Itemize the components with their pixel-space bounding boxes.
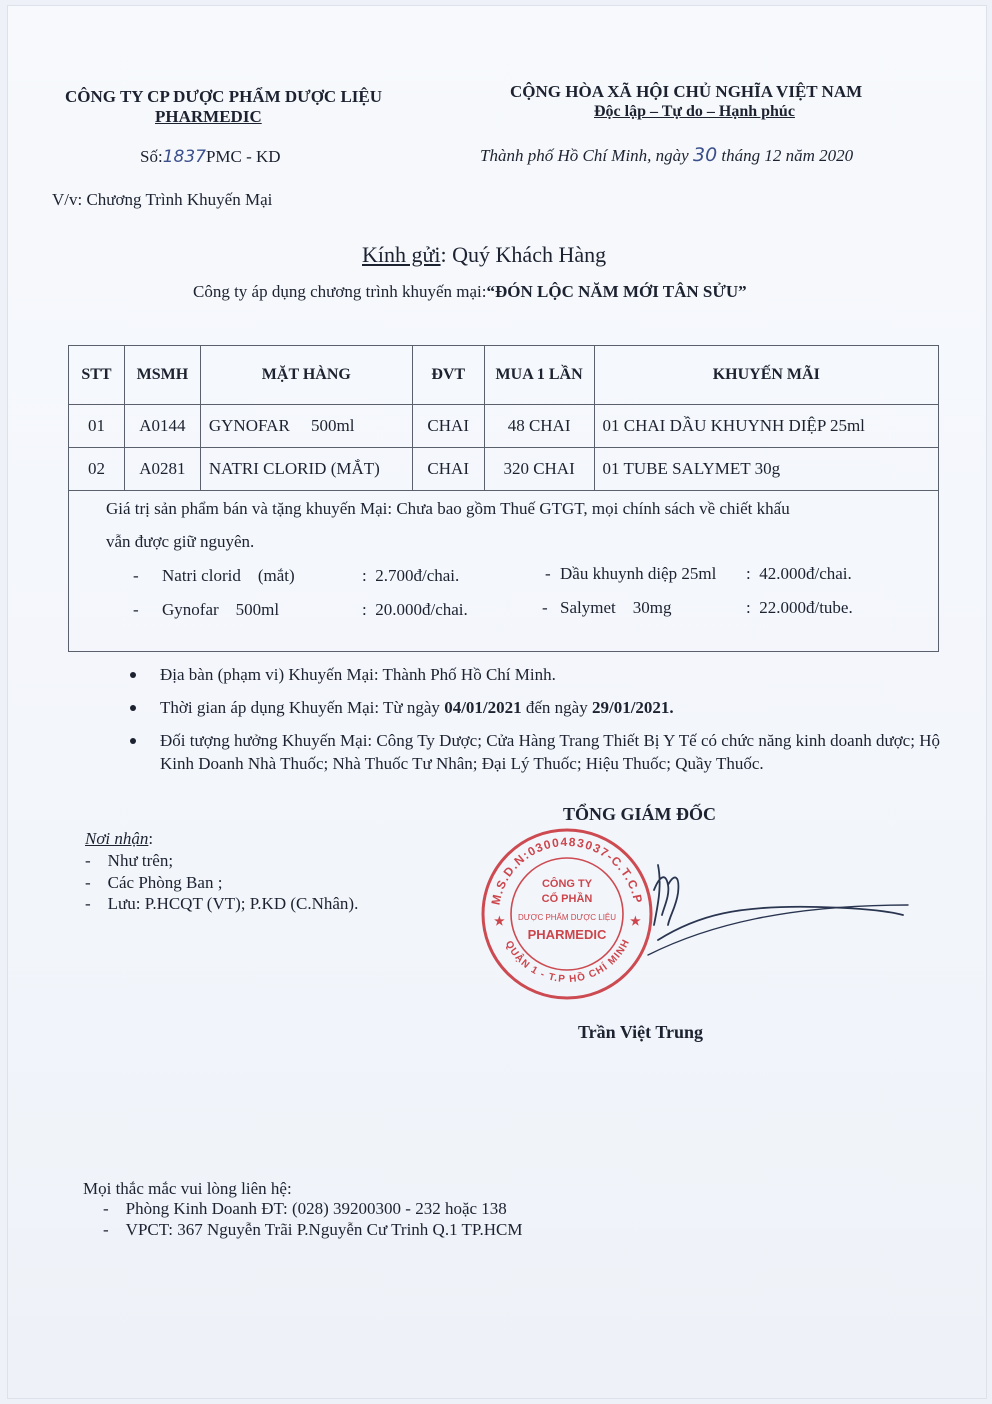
list-item (130, 729, 940, 775)
cell-product: NATRI CLORID (MẮT) (200, 448, 412, 491)
price-notes-cell (69, 491, 939, 652)
table-header-row (69, 346, 939, 405)
price-name: Dầu khuynh diệp 25ml (560, 564, 717, 583)
seal-line-3: DƯỢC PHẨM DƯỢC LIỆU (517, 913, 617, 922)
price-name: Natri clorid (mắt) (162, 566, 295, 585)
recipient-item: - Các Phòng Ban ; (85, 873, 223, 892)
company-seal-icon (478, 825, 656, 1003)
handwritten-signature-icon (618, 845, 918, 985)
date-prefix: Thành phố Hồ Chí Minh, ngày (480, 146, 689, 165)
promotion-table (68, 345, 939, 652)
contact-dash: - (103, 1220, 109, 1239)
program-intro (193, 282, 747, 302)
col-header-unit: ĐVT (412, 346, 484, 405)
cell-msmh: A0281 (124, 448, 200, 491)
notes-line-1: Giá trị sản phẩm bán và tặng khuyến Mại: Chưa bao gồm Thuế GTGT, mọi chính sách về chiết khấu (106, 499, 790, 518)
price-value: : 20.000đ/chai. (362, 600, 468, 619)
date-day-handwritten: 30 (692, 144, 718, 166)
date-suffix: tháng 12 năm 2020 (721, 146, 854, 165)
seal-line-2: CỔ PHẦN (541, 893, 593, 905)
list-item (130, 663, 940, 686)
recipients-colon: : (148, 829, 154, 848)
price-dash: - (133, 566, 139, 585)
cell-buy-qty: 48 CHAI (484, 405, 594, 448)
recipients-label: Nơi nhận (85, 829, 149, 848)
contact-item (103, 1220, 522, 1240)
svg-text:QUẬN 1 - T.P HỒ CHÍ MINH (503, 937, 633, 985)
nation-title: CỘNG HÒA XÃ HỘI CHỦ NGHĨA VIỆT NAM (510, 82, 863, 101)
recipient-text: Như trên; (107, 851, 174, 870)
cell-buy-qty: 320 CHAI (484, 448, 594, 491)
col-header-msmh: MSMH (124, 346, 200, 405)
recipient-item: - Như trên; (85, 851, 174, 870)
program-name: “ĐÓN LỘC NĂM MỚI TÂN SỬU” (486, 282, 747, 301)
subject-line: V/v: Chương Trình Khuyến Mại (52, 190, 273, 209)
signer-role: TỔNG GIÁM ĐỐC (563, 804, 716, 824)
nation-motto: Độc lập – Tự do – Hạnh phúc (594, 103, 795, 120)
recipient-item: - Lưu: P.HCQT (VT); P.KD (C.Nhân). (85, 894, 359, 913)
contact-dash: - (103, 1199, 109, 1218)
svg-text:★: ★ (494, 914, 505, 928)
table-row (69, 405, 939, 448)
promotion-details-list (130, 663, 940, 785)
contact-text: Phòng Kinh Doanh ĐT: (028) 39200300 - 232 hoặc 138 (125, 1199, 507, 1218)
cell-promotion: 01 CHAI DẦU KHUYNH DIỆP 25ml (594, 405, 938, 448)
promo-start-date: 04/01/2021 (444, 698, 522, 717)
seal-line-4: PHARMEDIC (527, 927, 607, 942)
bullet-icon (130, 705, 136, 711)
notes-line-2: vẫn được giữ nguyên. (106, 532, 255, 551)
recipient-text: Lưu: P.HCQT (VT); P.KD (C.Nhân). (107, 894, 359, 913)
cell-product: GYNOFAR 500ml (200, 405, 412, 448)
promo-area: Địa bàn (phạm vi) Khuyến Mại: Thành Phố Hồ Chí Minh. (160, 665, 556, 684)
cell-promotion: 01 TUBE SALYMET 30g (594, 448, 938, 491)
recipient-text: Các Phòng Ban ; (107, 873, 223, 892)
price-value: : 42.000đ/chai. (746, 564, 852, 583)
bullet-icon (130, 672, 136, 678)
list-item (130, 696, 940, 719)
company-name: CÔNG TY CP DƯỢC PHẨM DƯỢC LIỆU (65, 87, 383, 106)
svg-text:★: ★ (630, 914, 641, 928)
table-row (69, 448, 939, 491)
bullet-icon (130, 738, 136, 744)
seal-bottom-text: QUẬN 1 - T.P HỒ CHÍ MINH (502, 937, 633, 986)
promo-period-label: Thời gian áp dụng Khuyến Mại: Từ ngày (160, 698, 445, 717)
col-header-stt: STT (69, 346, 125, 405)
contact-title: Mọi thắc mắc vui lòng liên hệ: (83, 1179, 292, 1198)
price-value: : 22.000đ/tube. (746, 598, 853, 617)
price-dash: - (542, 598, 548, 617)
col-header-buy-qty: MUA 1 LẦN (484, 346, 594, 405)
contact-text: VPCT: 367 Nguyễn Trãi P.Nguyễn Cư Trinh Q.1 TP.HCM (125, 1220, 523, 1239)
cell-stt: 02 (69, 448, 125, 491)
company-brand: PHARMEDIC (155, 107, 262, 126)
cell-msmh: A0144 (124, 405, 200, 448)
doc-no-handwritten: 1837 (162, 147, 206, 167)
document-date (480, 144, 853, 166)
promo-beneficiaries: Đối tượng hưởng Khuyến Mại: Công Ty Dược; Cửa Hàng Trang Thiết Bị Y Tế có chức năng kinh doanh dược; Hộ Kinh Doanh Nhà Thuốc; Nhà Thuốc Tư Nhân; Đại Lý Thuốc; Hiệu Thuốc; Quầy Thuốc. (160, 731, 940, 773)
price-value: : 2.700đ/chai. (362, 566, 460, 585)
recipients-title (85, 829, 153, 849)
price-name: Gynofar 500ml (162, 600, 280, 619)
doc-no-suffix: PMC - KD (205, 147, 281, 166)
promo-end-date: 29/01/2021. (591, 698, 674, 717)
price-dash: - (545, 564, 551, 583)
promo-period-mid: đến ngày (521, 698, 592, 717)
greeting-label: Kính gửi (362, 242, 441, 267)
program-intro-text: Công ty áp dụng chương trình khuyến mại: (193, 282, 487, 301)
greeting (362, 242, 606, 268)
document-number (140, 147, 281, 167)
cell-unit: CHAI (412, 448, 484, 491)
cell-stt: 01 (69, 405, 125, 448)
seal-ring-text: M.S.D.N:0300483037-C.T.C.P (488, 834, 646, 907)
contact-item (103, 1199, 507, 1219)
doc-no-prefix: Số: (140, 147, 163, 166)
greeting-recipient: : Quý Khách Hàng (440, 242, 607, 267)
price-dash: - (133, 600, 139, 619)
cell-unit: CHAI (412, 405, 484, 448)
price-name: Salymet 30mg (560, 598, 672, 617)
signer-name: Trần Việt Trung (578, 1022, 704, 1042)
col-header-product: MẶT HÀNG (200, 346, 412, 405)
table-notes-row (69, 491, 939, 652)
seal-line-1: CÔNG TY (541, 878, 593, 890)
col-header-promotion: KHUYẾN MÃI (594, 346, 938, 405)
